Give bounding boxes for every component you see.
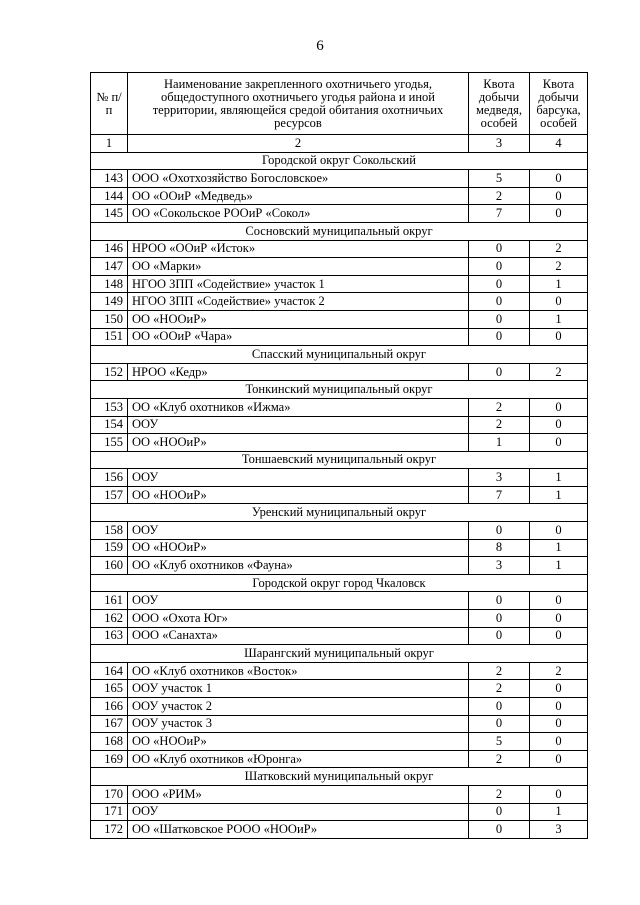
table-row xyxy=(91,398,588,416)
row-number: 152 xyxy=(91,363,128,381)
row-name: ОО «Сокольское РООиР «Сокол» xyxy=(128,205,469,223)
table-row xyxy=(91,187,588,205)
row-bear-quota: 0 xyxy=(469,803,530,821)
row-name: ООО «Санахта» xyxy=(128,627,469,645)
section-title: Сосновский муниципальный округ xyxy=(91,222,588,240)
section-row xyxy=(91,346,588,364)
table-row xyxy=(91,627,588,645)
row-number: 167 xyxy=(91,715,128,733)
row-name: ООУ xyxy=(128,592,469,610)
row-number: 157 xyxy=(91,486,128,504)
row-name: НРОО «ООиР «Исток» xyxy=(128,240,469,258)
section-title: Спасский муниципальный округ xyxy=(91,346,588,364)
row-badger-quota: 0 xyxy=(530,205,588,223)
table-row xyxy=(91,715,588,733)
row-bear-quota: 0 xyxy=(469,363,530,381)
column-index-cell: 3 xyxy=(469,135,530,153)
row-badger-quota: 0 xyxy=(530,398,588,416)
section-row xyxy=(91,222,588,240)
row-badger-quota: 2 xyxy=(530,662,588,680)
column-index-cell: 4 xyxy=(530,135,588,153)
row-badger-quota: 2 xyxy=(530,240,588,258)
row-bear-quota: 2 xyxy=(469,662,530,680)
row-bear-quota: 2 xyxy=(469,680,530,698)
row-badger-quota: 0 xyxy=(530,627,588,645)
table-row xyxy=(91,205,588,223)
column-index-row xyxy=(91,135,588,153)
row-badger-quota: 2 xyxy=(530,258,588,276)
table-row xyxy=(91,592,588,610)
table-body xyxy=(91,135,588,839)
header-number: № п/п xyxy=(91,73,128,135)
section-title: Городской округ город Чкаловск xyxy=(91,574,588,592)
row-badger-quota: 1 xyxy=(530,486,588,504)
table-row xyxy=(91,662,588,680)
row-badger-quota: 0 xyxy=(530,522,588,540)
row-number: 166 xyxy=(91,698,128,716)
row-number: 160 xyxy=(91,557,128,575)
row-bear-quota: 2 xyxy=(469,750,530,768)
row-number: 164 xyxy=(91,662,128,680)
row-bear-quota: 0 xyxy=(469,240,530,258)
row-number: 155 xyxy=(91,434,128,452)
row-name: ОО «НООиР» xyxy=(128,434,469,452)
section-row xyxy=(91,768,588,786)
row-bear-quota: 3 xyxy=(469,557,530,575)
row-name: ООУ участок 3 xyxy=(128,715,469,733)
row-name: ООУ xyxy=(128,803,469,821)
row-number: 149 xyxy=(91,293,128,311)
row-badger-quota: 0 xyxy=(530,592,588,610)
row-name: ООО «Охотхозяйство Богословское» xyxy=(128,170,469,188)
row-number: 170 xyxy=(91,785,128,803)
row-badger-quota: 0 xyxy=(530,416,588,434)
header-bear-quota: Квота добычи медведя, особей xyxy=(469,73,530,135)
row-badger-quota: 2 xyxy=(530,363,588,381)
row-badger-quota: 0 xyxy=(530,750,588,768)
row-bear-quota: 2 xyxy=(469,416,530,434)
row-badger-quota: 0 xyxy=(530,698,588,716)
row-bear-quota: 2 xyxy=(469,187,530,205)
row-bear-quota: 8 xyxy=(469,539,530,557)
row-bear-quota: 0 xyxy=(469,328,530,346)
table-row xyxy=(91,610,588,628)
row-bear-quota: 0 xyxy=(469,310,530,328)
row-name: ООУ участок 2 xyxy=(128,698,469,716)
quota-table xyxy=(90,72,588,839)
table-row xyxy=(91,698,588,716)
row-badger-quota: 0 xyxy=(530,434,588,452)
table-row xyxy=(91,557,588,575)
row-name: ОО «НООиР» xyxy=(128,310,469,328)
row-badger-quota: 1 xyxy=(530,557,588,575)
row-number: 143 xyxy=(91,170,128,188)
row-number: 156 xyxy=(91,469,128,487)
row-name: ООУ участок 1 xyxy=(128,680,469,698)
row-bear-quota: 1 xyxy=(469,434,530,452)
row-number: 145 xyxy=(91,205,128,223)
row-bear-quota: 0 xyxy=(469,627,530,645)
row-bear-quota: 5 xyxy=(469,733,530,751)
row-bear-quota: 0 xyxy=(469,698,530,716)
row-bear-quota: 3 xyxy=(469,469,530,487)
row-name: ОО «Клуб охотников «Восток» xyxy=(128,662,469,680)
row-bear-quota: 0 xyxy=(469,715,530,733)
row-number: 159 xyxy=(91,539,128,557)
row-badger-quota: 0 xyxy=(530,610,588,628)
table-row xyxy=(91,434,588,452)
row-badger-quota: 1 xyxy=(530,310,588,328)
table-row xyxy=(91,522,588,540)
section-row xyxy=(91,381,588,399)
row-name: ОО «Марки» xyxy=(128,258,469,276)
row-name: ОО «Шатковское РООО «НООиР» xyxy=(128,821,469,839)
table-row xyxy=(91,680,588,698)
row-name: ОО «ООиР «Медведь» xyxy=(128,187,469,205)
table-row xyxy=(91,258,588,276)
row-bear-quota: 5 xyxy=(469,170,530,188)
row-bear-quota: 7 xyxy=(469,486,530,504)
row-badger-quota: 0 xyxy=(530,785,588,803)
row-bear-quota: 2 xyxy=(469,785,530,803)
section-row xyxy=(91,504,588,522)
row-number: 147 xyxy=(91,258,128,276)
section-title: Уренский муниципальный округ xyxy=(91,504,588,522)
row-badger-quota: 1 xyxy=(530,803,588,821)
row-name: ООУ xyxy=(128,522,469,540)
section-row xyxy=(91,451,588,469)
row-number: 169 xyxy=(91,750,128,768)
row-name: ОО «НООиР» xyxy=(128,486,469,504)
row-name: ООО «РИМ» xyxy=(128,785,469,803)
row-bear-quota: 0 xyxy=(469,610,530,628)
row-badger-quota: 0 xyxy=(530,187,588,205)
column-index-cell: 1 xyxy=(91,135,128,153)
row-name: ОО «НООиР» xyxy=(128,733,469,751)
row-number: 146 xyxy=(91,240,128,258)
table-row xyxy=(91,539,588,557)
row-name: ООО «Охота Юг» xyxy=(128,610,469,628)
row-name: ОО «Клуб охотников «Юронга» xyxy=(128,750,469,768)
table-row xyxy=(91,785,588,803)
table-row xyxy=(91,170,588,188)
row-bear-quota: 2 xyxy=(469,398,530,416)
table-row xyxy=(91,275,588,293)
table-row xyxy=(91,821,588,839)
row-number: 150 xyxy=(91,310,128,328)
row-name: НГОО ЗПП «Содействие» участок 1 xyxy=(128,275,469,293)
row-bear-quota: 0 xyxy=(469,821,530,839)
row-number: 161 xyxy=(91,592,128,610)
page-number: 6 xyxy=(316,38,324,54)
section-row xyxy=(91,574,588,592)
row-badger-quota: 0 xyxy=(530,680,588,698)
section-title: Тоншаевский муниципальный округ xyxy=(91,451,588,469)
row-number: 144 xyxy=(91,187,128,205)
row-bear-quota: 7 xyxy=(469,205,530,223)
row-bear-quota: 0 xyxy=(469,522,530,540)
section-row xyxy=(91,645,588,663)
table-row xyxy=(91,469,588,487)
row-name: ОО «Клуб охотников «Ижма» xyxy=(128,398,469,416)
row-number: 154 xyxy=(91,416,128,434)
table-row xyxy=(91,803,588,821)
row-badger-quota: 0 xyxy=(530,293,588,311)
row-badger-quota: 1 xyxy=(530,275,588,293)
section-title: Шатковский муниципальный округ xyxy=(91,768,588,786)
row-name: ООУ xyxy=(128,469,469,487)
table-row xyxy=(91,293,588,311)
row-number: 163 xyxy=(91,627,128,645)
row-number: 153 xyxy=(91,398,128,416)
table-row xyxy=(91,363,588,381)
row-number: 151 xyxy=(91,328,128,346)
row-number: 162 xyxy=(91,610,128,628)
row-bear-quota: 0 xyxy=(469,592,530,610)
header-row xyxy=(91,73,588,135)
row-number: 165 xyxy=(91,680,128,698)
row-number: 148 xyxy=(91,275,128,293)
row-badger-quota: 1 xyxy=(530,469,588,487)
table-row xyxy=(91,328,588,346)
row-number: 168 xyxy=(91,733,128,751)
row-name: НРОО «Кедр» xyxy=(128,363,469,381)
row-badger-quota: 0 xyxy=(530,733,588,751)
table-row xyxy=(91,733,588,751)
table-row xyxy=(91,310,588,328)
row-number: 158 xyxy=(91,522,128,540)
row-bear-quota: 0 xyxy=(469,258,530,276)
table-row xyxy=(91,240,588,258)
row-number: 172 xyxy=(91,821,128,839)
row-name: НГОО ЗПП «Содействие» участок 2 xyxy=(128,293,469,311)
header-name: Наименование закрепленного охотничьего угодья, общедоступного охотничьего угодья района и иной территории, являющейся средой обитания охотничьих ресурсов xyxy=(128,73,469,135)
row-badger-quota: 0 xyxy=(530,170,588,188)
section-title: Шарангский муниципальный округ xyxy=(91,645,588,663)
table-row xyxy=(91,486,588,504)
table-row xyxy=(91,750,588,768)
section-row xyxy=(91,152,588,170)
row-badger-quota: 1 xyxy=(530,539,588,557)
row-bear-quota: 0 xyxy=(469,293,530,311)
row-name: ООУ xyxy=(128,416,469,434)
header-badger-quota: Квота добычи барсука, особей xyxy=(530,73,588,135)
section-title: Городской округ Сокольский xyxy=(91,152,588,170)
row-bear-quota: 0 xyxy=(469,275,530,293)
row-badger-quota: 0 xyxy=(530,328,588,346)
row-number: 171 xyxy=(91,803,128,821)
table-row xyxy=(91,416,588,434)
row-badger-quota: 0 xyxy=(530,715,588,733)
row-name: ОО «Клуб охотников «Фауна» xyxy=(128,557,469,575)
column-index-cell: 2 xyxy=(128,135,469,153)
row-name: ОО «ООиР «Чара» xyxy=(128,328,469,346)
row-name: ОО «НООиР» xyxy=(128,539,469,557)
row-badger-quota: 3 xyxy=(530,821,588,839)
section-title: Тонкинский муниципальный округ xyxy=(91,381,588,399)
